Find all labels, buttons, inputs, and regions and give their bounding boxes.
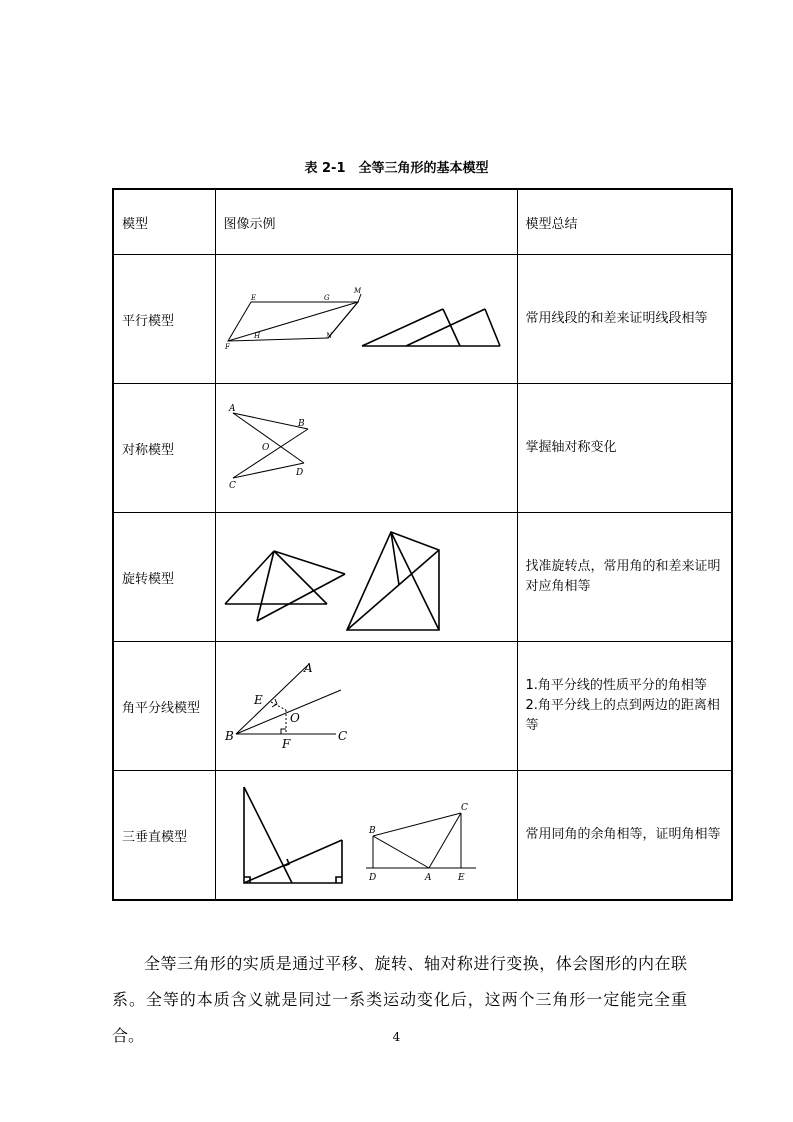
table-header-row	[113, 189, 732, 255]
summary-line: 2.角平分线上的点到两边的距离相等	[525, 698, 720, 733]
summary-cell	[517, 513, 732, 642]
table-caption: 表 2-1 全等三角形的基本模型	[304, 161, 489, 176]
label-a: A	[228, 404, 235, 414]
summary-cell	[517, 384, 732, 513]
label-n: N	[325, 332, 332, 340]
table-row-triple-perpendicular	[113, 771, 732, 901]
label-b: B	[224, 729, 234, 743]
label-c: C	[228, 481, 236, 491]
parallel-model-figure	[216, 255, 516, 383]
label-o: O	[261, 443, 269, 453]
figure-cell	[215, 771, 517, 901]
summary-line: 找准旋转点，常用角的和差来证明对应角相等	[525, 559, 721, 594]
figure-cell	[215, 255, 517, 384]
figure-cell	[215, 384, 517, 513]
label-a: A	[424, 873, 431, 883]
summary-line: 掌握轴对称变化	[525, 440, 617, 455]
models-table	[112, 188, 733, 901]
model-name: 角平分线模型	[113, 642, 215, 771]
label-f: F	[224, 343, 230, 351]
label-g: G	[323, 294, 330, 302]
summary-line: 1.角平分线的性质平分的角相等	[525, 678, 707, 693]
label-b: B	[297, 419, 305, 429]
model-name: 对称模型	[113, 384, 215, 513]
table-row-angle-bisector	[113, 642, 732, 771]
label-f: F	[281, 737, 290, 751]
label-c: C	[460, 803, 468, 813]
summary-line: 常用线段的和差来证明线段相等	[525, 311, 708, 326]
label-d: D	[295, 468, 303, 478]
summary-cell	[517, 642, 732, 771]
figure-cell	[215, 513, 517, 642]
table-row-rotation	[113, 513, 732, 642]
figure-cell	[215, 642, 517, 771]
label-o: O	[289, 711, 300, 725]
header-summary: 模型总结	[517, 189, 732, 255]
table-row-parallel	[113, 255, 732, 384]
model-name: 三垂直模型	[113, 771, 215, 901]
label-c: C	[337, 729, 347, 743]
model-name: 平行模型	[113, 255, 215, 384]
label-d: D	[368, 873, 376, 883]
label-b: B	[368, 826, 376, 836]
label-h: H	[253, 332, 260, 340]
angle-bisector-model-figure	[216, 642, 516, 770]
table-row-symmetry	[113, 384, 732, 513]
label-a: A	[303, 661, 313, 675]
summary-line: 常用同角的余角相等，证明角相等	[525, 827, 721, 842]
page-number: 4	[392, 1030, 401, 1044]
label-e: E	[457, 873, 465, 883]
triple-perpendicular-model-figure	[216, 771, 516, 899]
model-name: 旋转模型	[113, 513, 215, 642]
summary-cell	[517, 771, 732, 901]
label-e: E	[253, 693, 263, 707]
label-e: E	[250, 294, 256, 302]
header-model: 模型	[113, 189, 215, 255]
body-paragraph: 全等三角形的实质是通过平移、旋转、轴对称进行变换，体会图形的内在联系。全等的本质含义就是同过一系类运动变化后，这两个三角形一定能完全重合。	[112, 954, 687, 1045]
summary-cell	[517, 255, 732, 384]
header-figure: 图像示例	[215, 189, 517, 255]
symmetry-model-figure	[216, 384, 516, 512]
label-m: M	[353, 287, 361, 295]
rotation-model-figure	[216, 513, 516, 641]
